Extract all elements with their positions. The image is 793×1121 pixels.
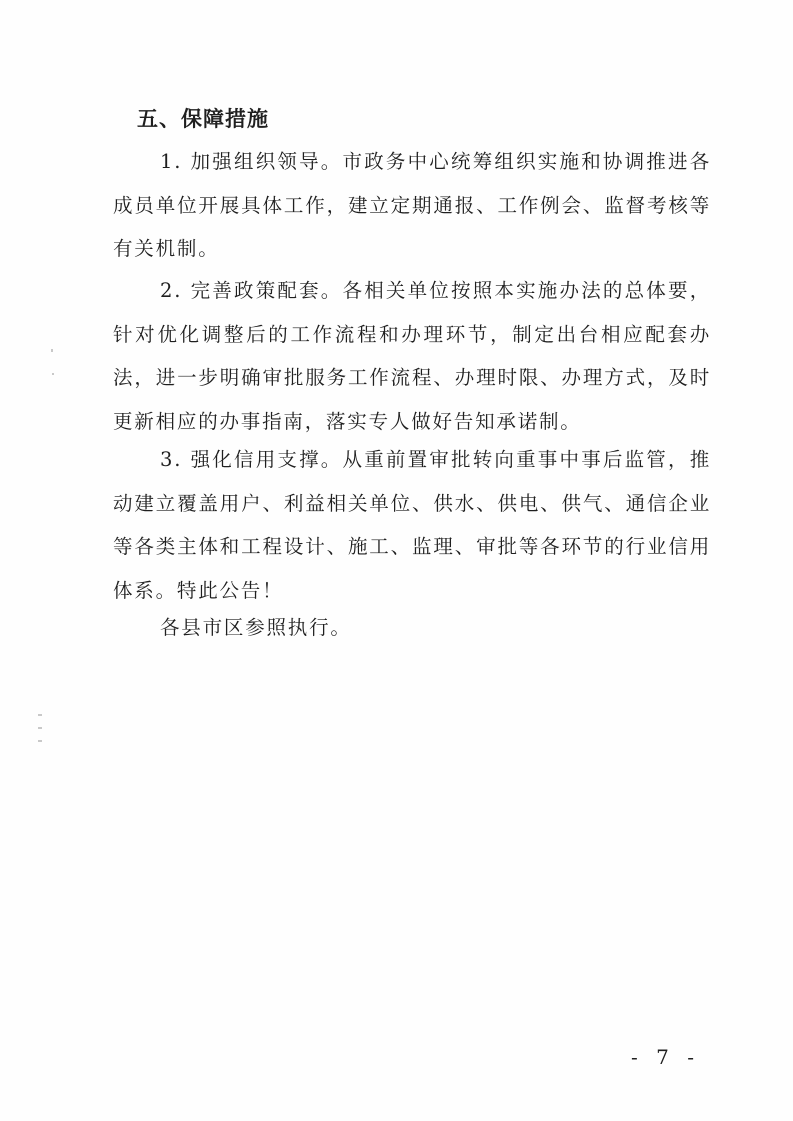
scan-mark (38, 740, 42, 742)
scan-mark (38, 714, 42, 716)
section-heading: 五、保障措施 (137, 107, 269, 131)
paragraph-county-execution: 各县市区参照执行。 (160, 616, 352, 639)
scan-mark (52, 373, 54, 375)
scan-mark (38, 727, 42, 729)
page-number: - 7 - (631, 1045, 700, 1069)
paragraph-credit-support: 3. 强化信用支撑。从重前置审批转向重事中事后监管，推动建立覆盖用户、利益相关单位、供水、供电、供气、通信企业等各类主体和工程设计、施工、监理、审批等各环节的行业信用体系。特此公告！ (113, 448, 711, 602)
paragraph-policy-support: 2. 完善政策配套。各相关单位按照本实施办法的总体要，针对优化调整后的工作流程和办理环节，制定出台相应配套办法，进一步明确审批服务工作流程、办理时限、办理方式，及时更新相应的办事指南，落实专人做好告知承诺制。 (113, 279, 711, 433)
paragraph-organization-leadership: 1. 加强组织领导。市政务中心统筹组织实施和协调推进各成员单位开展具体工作，建立定期通报、工作例会、监督考核等有关机制。 (113, 150, 711, 260)
scan-mark (51, 349, 53, 352)
